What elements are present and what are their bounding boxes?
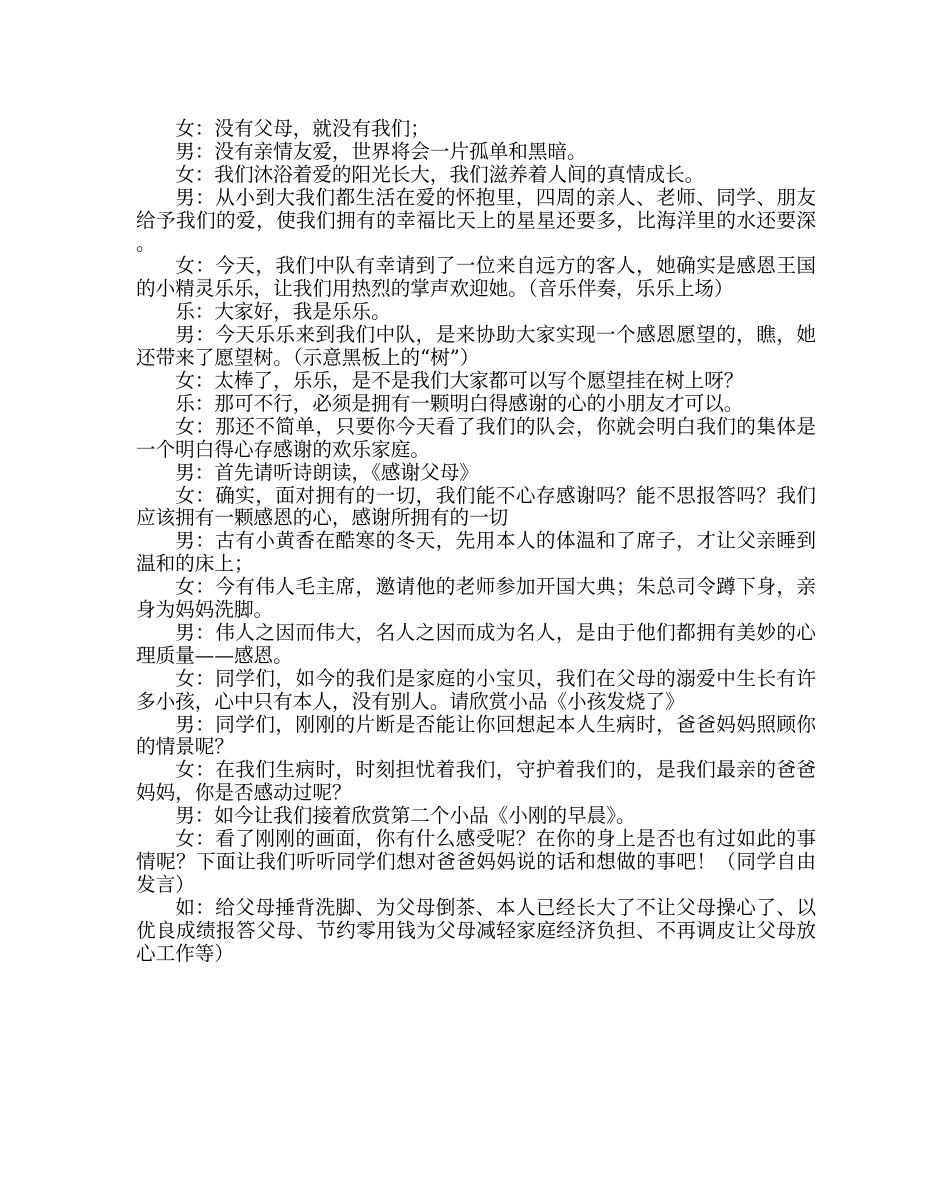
paragraph-1: 女：没有父母，就没有我们； [175,117,430,140]
paragraph-13: 男：古有小黄香在酷寒的冬天，先用本人的体温和了席子，才让父亲睡到温和的床上； [136,529,816,576]
paragraph-9: 乐：那可不行，必须是拥有一颗明白得感谢的心的小朋友才可以。 [175,391,744,415]
paragraph-5: 女：今天，我们中队有幸请到了一位来自远方的客人，她确实是感恩王国的小精灵乐乐，让我们用热烈的掌声欢迎她。（音乐伴奏，乐乐上场） [136,254,816,301]
paragraph-15: 男：伟人之因而伟大，名人之因而成为名人，是由于他们都拥有美妙的心理质量——感恩。 [136,620,816,667]
paragraph-14: 女：今有伟人毛主席，邀请他的老师参加开国大典；朱总司令蹲下身，亲身为妈妈洗脚。 [136,575,816,622]
paragraph-2: 男：没有亲情友爱，世界将会一片孤单和黑暗。 [175,139,587,163]
paragraph-18: 女：在我们生病时，时刻担忧着我们，守护着我们的，是我们最亲的爸爸妈妈，你是否感动过呢？ [136,758,816,805]
paragraph-6: 乐：大家好，我是乐乐。 [175,300,391,324]
paragraph-20: 女：看了刚刚的画面，你有什么感受呢？在你的身上是否也有过如此的事情呢？下面让我们听听同学们想对爸爸妈妈说的话和想做的事吧！（同学自由发言） [136,827,816,896]
paragraph-10: 女：那还不简单，只要你今天看了我们的队会，你就会明白我们的集体是一个明白得心存感谢的欢乐家庭。 [136,414,816,461]
paragraph-7: 男：今天乐乐来到我们中队，是来协助大家实现一个感恩愿望的，瞧，她还带来了愿望树。（示意黑板上的“树”） [136,323,816,370]
paragraph-19: 男：如今让我们接着欣赏第二个小品《小刚的早晨》。 [175,804,636,828]
paragraph-12: 女：确实，面对拥有的一切，我们能不心存感谢吗？能不思报答吗？我们应该拥有一颗感恩的心，感谢所拥有的一切 [136,483,816,530]
paragraph-4: 男：从小到大我们都生活在爱的怀抱里，四周的亲人、老师、同学、朋友给予我们的爱，使我们拥有的幸福比天上的星星还要多，比海洋里的水还要深。 [136,185,816,255]
paragraph-16: 女：同学们，如今的我们是家庭的小宝贝，我们在父母的溺爱中生长有许多小孩，心中只有本人，没有别人。请欣赏小品《小孩发烧了》 [136,666,816,713]
paragraph-17: 男：同学们，刚刚的片断是否能让你回想起本人生病时，爸爸妈妈照顾你的情景呢？ [136,712,816,759]
paragraph-8: 女：太棒了，乐乐，是不是我们大家都可以写个愿望挂在树上呀？ [175,368,744,392]
document-body [136,118,816,966]
paragraph-11: 男：首先请听诗朗读，《感谢父母》 [175,460,479,484]
paragraph-3: 女：我们沐浴着爱的阳光长大，我们滋养着人间的真情成长。 [175,162,705,186]
paragraph-21: 如：给父母捶背洗脚、为父母倒茶、本人已经长大了不让父母操心了、以优良成绩报答父母、节约零用钱为父母减轻家庭经济负担、不再调皮让父母放心工作等） [136,895,816,965]
